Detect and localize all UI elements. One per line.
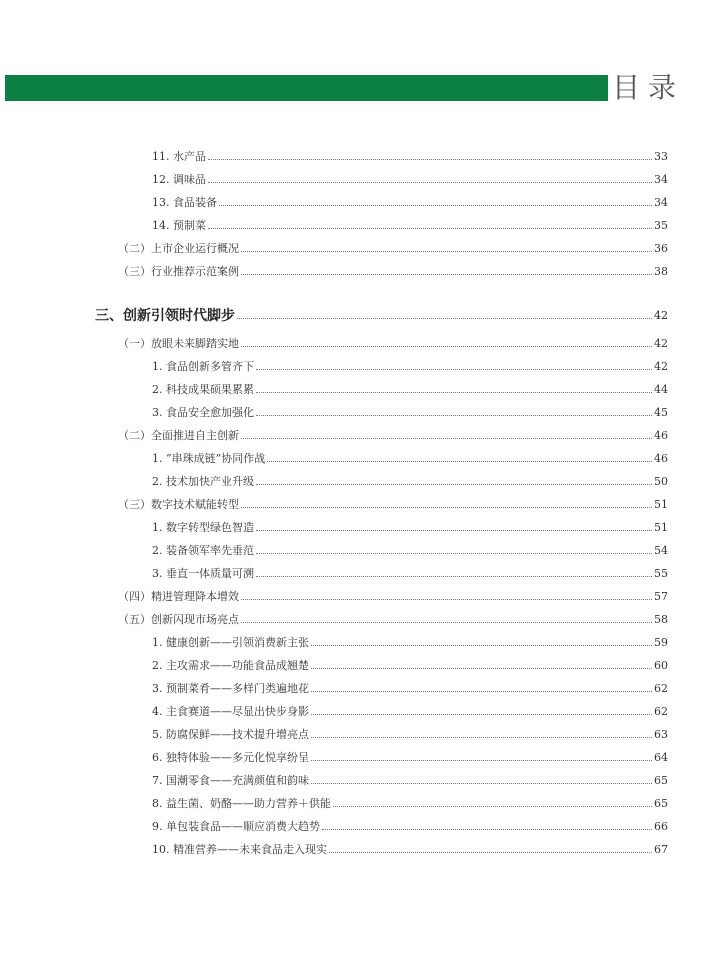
toc-entry-label: 2. 技术加快产业升级 xyxy=(152,475,254,488)
toc-entry-page: 59 xyxy=(654,636,668,649)
dot-leader xyxy=(256,484,652,485)
toc-entry[interactable] xyxy=(152,448,668,466)
toc-entry[interactable] xyxy=(152,816,668,834)
dot-leader xyxy=(241,438,652,439)
toc-entry-label: 9. 单包装食品——顺应消费大趋势 xyxy=(152,820,320,833)
toc-entry-label: 5. 防腐保鲜——技术提升增亮点 xyxy=(152,728,309,741)
toc-entry[interactable] xyxy=(152,701,668,719)
toc-entry-page: 36 xyxy=(654,242,668,255)
dot-leader xyxy=(256,369,652,370)
toc-entry-page: 35 xyxy=(654,219,668,232)
toc-entry-page: 62 xyxy=(654,682,668,695)
toc-entry-page: 57 xyxy=(654,590,668,603)
dot-leader xyxy=(311,783,652,784)
dot-leader xyxy=(241,274,652,275)
dot-leader xyxy=(267,461,652,462)
toc-entry[interactable] xyxy=(152,215,668,233)
toc-entry-page: 54 xyxy=(654,544,668,557)
dot-leader xyxy=(241,346,652,347)
toc-entry[interactable] xyxy=(118,586,668,604)
toc-entry-page: 65 xyxy=(654,774,668,787)
toc-entry-page: 45 xyxy=(654,406,668,419)
toc-entry-page: 64 xyxy=(654,751,668,764)
toc-entry-label: 2. 装备领军率先垂范 xyxy=(152,544,254,557)
dot-leader xyxy=(311,714,652,715)
dot-leader xyxy=(256,576,652,577)
dot-leader xyxy=(311,668,652,669)
toc-entry-label: 三、创新引领时代脚步 xyxy=(95,308,235,324)
toc-entry[interactable] xyxy=(152,770,668,788)
toc-entry-page: 33 xyxy=(654,150,668,163)
dot-leader xyxy=(241,622,652,623)
toc-entry-label: 3. 预制菜肴——多样门类遍地花 xyxy=(152,682,309,695)
toc-entry-label: 1. 食品创新多管齐下 xyxy=(152,360,254,373)
toc-entry-page: 67 xyxy=(654,843,668,856)
toc-entry-label: 4. 主食赛道——尽显出快步身影 xyxy=(152,705,309,718)
toc-entry-page: 50 xyxy=(654,475,668,488)
toc-entry[interactable] xyxy=(118,333,668,351)
toc-entry[interactable] xyxy=(152,540,668,558)
toc-entry-page: 46 xyxy=(654,452,668,465)
toc-entry-page: 65 xyxy=(654,797,668,810)
toc-entry-page: 58 xyxy=(654,613,668,626)
toc-entry[interactable] xyxy=(118,609,668,627)
toc-entry-page: 42 xyxy=(654,360,668,373)
toc-entry-label: 10. 精准营养——未来食品走入现实 xyxy=(152,843,327,856)
toc-entry-label: 3. 食品安全愈加强化 xyxy=(152,406,254,419)
toc-entry-label: 2. 主攻需求——功能食品成翘楚 xyxy=(152,659,309,672)
toc-entry-page: 51 xyxy=(654,521,668,534)
toc-entry-page: 63 xyxy=(654,728,668,741)
toc-entry-label: 1. 健康创新——引领消费新主张 xyxy=(152,636,309,649)
toc-entry-page: 62 xyxy=(654,705,668,718)
toc-entry-page: 51 xyxy=(654,498,668,511)
toc-entry-label: 1. 数字转型绿色智造 xyxy=(152,521,254,534)
dot-leader xyxy=(322,829,652,830)
dot-leader xyxy=(333,806,652,807)
toc-entry-label: 1. “串珠成链”协同作战 xyxy=(152,452,266,465)
toc-entry-label: （三）数字技术赋能转型 xyxy=(118,498,239,511)
page-title: 目录 xyxy=(612,71,685,104)
toc-entry-label: （一）放眼未来脚踏实地 xyxy=(118,337,239,350)
header-green-bar xyxy=(5,75,608,101)
toc-entry[interactable] xyxy=(118,425,668,443)
dot-leader xyxy=(311,737,652,738)
toc-entry[interactable] xyxy=(152,146,668,164)
toc-entry[interactable] xyxy=(118,238,668,256)
toc-entry-page: 44 xyxy=(654,383,668,396)
toc-entry-label: （三）行业推荐示范案例 xyxy=(118,265,239,278)
toc-entry-label: 3. 垂直一体质量可溯 xyxy=(152,567,254,580)
toc-entry[interactable] xyxy=(95,305,668,323)
toc-entry[interactable] xyxy=(152,517,668,535)
toc-entry-label: 8. 益生菌、奶酪——助力营养＋供能 xyxy=(152,797,331,810)
dot-leader xyxy=(256,530,652,531)
dot-leader xyxy=(208,159,652,160)
toc-entry-label: 14. 预制菜 xyxy=(152,219,206,232)
toc-entry[interactable] xyxy=(152,678,668,696)
dot-leader xyxy=(241,599,652,600)
toc-entry-label: 7. 国潮零食——充满颜值和韵味 xyxy=(152,774,309,787)
dot-leader xyxy=(256,415,652,416)
dot-leader xyxy=(311,645,652,646)
dot-leader xyxy=(311,760,652,761)
dot-leader xyxy=(311,691,652,692)
toc-entry[interactable] xyxy=(152,747,668,765)
toc-entry[interactable] xyxy=(152,632,668,650)
toc-entry[interactable] xyxy=(118,261,668,279)
toc-entry[interactable] xyxy=(152,192,668,210)
dot-leader xyxy=(256,553,652,554)
toc-entry[interactable] xyxy=(152,724,668,742)
toc-entry[interactable] xyxy=(152,793,668,811)
toc-entry[interactable] xyxy=(118,494,668,512)
dot-leader xyxy=(241,251,652,252)
dot-leader xyxy=(241,507,652,508)
toc-entry-page: 46 xyxy=(654,429,668,442)
toc-entry[interactable] xyxy=(152,471,668,489)
toc-entry-page: 38 xyxy=(654,265,668,278)
toc-entry-label: 2. 科技成果硕果累累 xyxy=(152,383,254,396)
toc-entry-label: （四）精进管理降本增效 xyxy=(118,590,239,603)
toc-entry[interactable] xyxy=(152,356,668,374)
toc-entry[interactable] xyxy=(152,839,668,857)
dot-leader xyxy=(237,318,652,319)
dot-leader xyxy=(219,205,652,206)
toc-entry-label: （二）上市企业运行概况 xyxy=(118,242,239,255)
toc-entry-label: 11. 水产品 xyxy=(152,150,206,163)
toc-entry-page: 42 xyxy=(654,309,668,322)
toc-entry-label: 12. 调味品 xyxy=(152,173,206,186)
dot-leader xyxy=(208,228,652,229)
dot-leader xyxy=(329,852,652,853)
toc-entry-page: 34 xyxy=(654,173,668,186)
toc-entry-page: 60 xyxy=(654,659,668,672)
toc-entry-label: （五）创新闪现市场亮点 xyxy=(118,613,239,626)
toc-entry[interactable] xyxy=(152,563,668,581)
toc-entry[interactable] xyxy=(152,169,668,187)
toc-entry-label: 6. 独特体验——多元化悦享纷呈 xyxy=(152,751,309,764)
dot-leader xyxy=(256,392,652,393)
toc-entry[interactable] xyxy=(152,379,668,397)
toc-entry-label: （二）全面推进自主创新 xyxy=(118,429,239,442)
toc-entry-label: 13. 食品装备 xyxy=(152,196,217,209)
toc-entry-page: 34 xyxy=(654,196,668,209)
toc-entry-page: 55 xyxy=(654,567,668,580)
dot-leader xyxy=(208,182,652,183)
toc-entry[interactable] xyxy=(152,402,668,420)
toc-entry-page: 42 xyxy=(654,337,668,350)
toc-entry-page: 66 xyxy=(654,820,668,833)
toc-entry[interactable] xyxy=(152,655,668,673)
